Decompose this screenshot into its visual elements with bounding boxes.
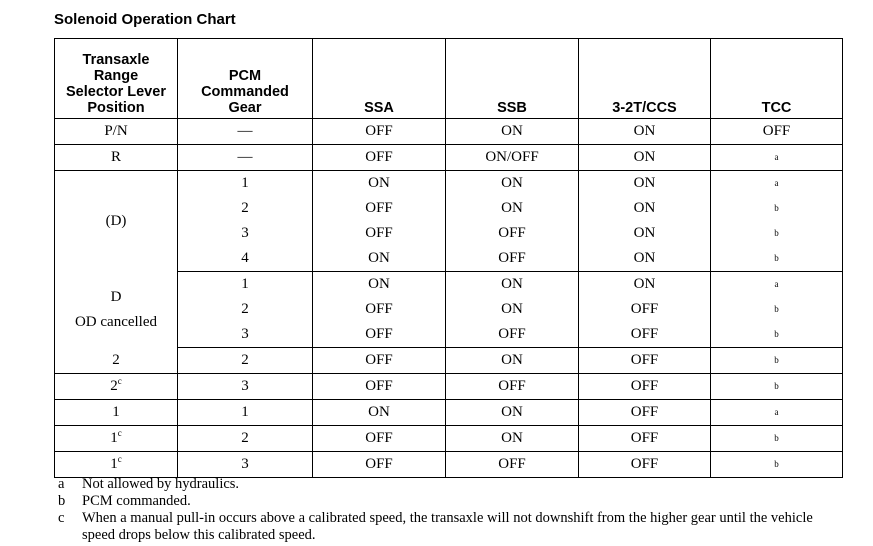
position-cell: D OD cancelled: [55, 272, 178, 348]
gear-cell: 3: [178, 322, 313, 348]
table-row: [55, 145, 843, 171]
ssb-cell: ON/OFF: [446, 145, 579, 171]
ssb-cell: ON: [446, 400, 579, 426]
table-row: [55, 171, 843, 197]
position-cell: 1$^c$: [55, 426, 178, 452]
chart-title: Solenoid Operation Chart: [54, 11, 236, 28]
ccs-cell: OFF: [579, 322, 711, 348]
ssa-cell: OFF: [313, 322, 446, 348]
ssb-cell: ON: [446, 171, 579, 197]
ccs-cell: ON: [579, 246, 711, 272]
position-cell: 1$^c$: [55, 452, 178, 478]
table-row: [55, 426, 843, 452]
footnote-text: Not allowed by hydraulics.: [82, 476, 240, 492]
table-row: [55, 348, 843, 374]
gear-cell: 2: [178, 297, 313, 322]
footnote-marker: c: [117, 376, 122, 386]
tcc-cell: b: [711, 322, 843, 348]
position-cell: 2$^c$: [55, 374, 178, 400]
ssb-cell: ON: [446, 297, 579, 322]
gear-cell: 3: [178, 374, 313, 400]
ccs-cell: ON: [579, 119, 711, 145]
ccs-cell: OFF: [579, 297, 711, 322]
header-ssa: SSA: [313, 39, 446, 119]
ccs-cell: ON: [579, 196, 711, 221]
ssa-cell: OFF: [313, 452, 446, 478]
ssa-cell: ON: [313, 246, 446, 272]
ssa-cell: OFF: [313, 348, 446, 374]
ccs-cell: ON: [579, 145, 711, 171]
tcc-cell: b: [711, 426, 843, 452]
ssa-cell: OFF: [313, 196, 446, 221]
gear-cell: 2: [178, 426, 313, 452]
ssa-cell: ON: [313, 171, 446, 197]
footnote: [58, 493, 838, 510]
gear-cell: 1: [178, 400, 313, 426]
position-cell: P/N: [55, 119, 178, 145]
table-row: [55, 272, 843, 298]
ccs-cell: OFF: [579, 348, 711, 374]
gear-cell: 1: [178, 272, 313, 298]
ssb-cell: ON: [446, 272, 579, 298]
footnote-text: PCM commanded.: [82, 493, 191, 509]
ssa-cell: OFF: [313, 119, 446, 145]
header-ccs: 3-2T/CCS: [579, 39, 711, 119]
ssa-cell: OFF: [313, 145, 446, 171]
ccs-cell: OFF: [579, 400, 711, 426]
gear-cell: 1: [178, 171, 313, 197]
header-ssb: SSB: [446, 39, 579, 119]
ccs-cell: ON: [579, 171, 711, 197]
ssb-cell: OFF: [446, 221, 579, 246]
table-row: [55, 119, 843, 145]
gear-cell: 4: [178, 246, 313, 272]
footnote-marker: c: [117, 428, 122, 438]
position-cell: 2: [55, 348, 178, 374]
ssb-cell: OFF: [446, 452, 579, 478]
ssa-cell: OFF: [313, 221, 446, 246]
gear-cell: 2: [178, 348, 313, 374]
table-row: [55, 374, 843, 400]
solenoid-table: [54, 38, 843, 478]
footnotes: [58, 476, 838, 544]
ssb-cell: ON: [446, 348, 579, 374]
position-cell: (D): [55, 171, 178, 272]
ssa-cell: ON: [313, 400, 446, 426]
footnote: [58, 476, 838, 493]
tcc-cell: b: [711, 374, 843, 400]
table-row: [55, 400, 843, 426]
ccs-cell: ON: [579, 272, 711, 298]
position-cell: R: [55, 145, 178, 171]
ssb-cell: ON: [446, 119, 579, 145]
ccs-cell: OFF: [579, 426, 711, 452]
footnote-marker: c: [117, 454, 122, 464]
ssa-cell: OFF: [313, 297, 446, 322]
tcc-cell: OFF: [711, 119, 843, 145]
ccs-cell: ON: [579, 221, 711, 246]
header-row: [55, 39, 843, 119]
header-gear: PCM Commanded Gear: [178, 39, 313, 119]
ssa-cell: OFF: [313, 374, 446, 400]
ssb-cell: ON: [446, 426, 579, 452]
gear-cell: —: [178, 119, 313, 145]
ccs-cell: OFF: [579, 374, 711, 400]
header-tcc: TCC: [711, 39, 843, 119]
ccs-cell: OFF: [579, 452, 711, 478]
tcc-cell: b: [711, 246, 843, 272]
tcc-cell: b: [711, 348, 843, 374]
ssb-cell: OFF: [446, 322, 579, 348]
ssb-cell: OFF: [446, 374, 579, 400]
tcc-cell: a: [711, 171, 843, 197]
footnote-key: b: [58, 493, 66, 509]
gear-cell: —: [178, 145, 313, 171]
table-row: [55, 452, 843, 478]
gear-cell: 3: [178, 221, 313, 246]
position-cell: 1: [55, 400, 178, 426]
footnote-text: When a manual pull-in occurs above a calibrated speed, the transaxle will not downshift from the higher gear until the vehicle speed drops below this calibrated speed.: [82, 510, 813, 543]
gear-cell: 2: [178, 196, 313, 221]
tcc-cell: b: [711, 221, 843, 246]
tcc-cell: b: [711, 452, 843, 478]
footnote-key: a: [58, 476, 65, 492]
tcc-cell: b: [711, 297, 843, 322]
tcc-cell: a: [711, 145, 843, 171]
ssb-cell: OFF: [446, 246, 579, 272]
tcc-cell: a: [711, 400, 843, 426]
header-position: Transaxle Range Selector Lever Position: [55, 39, 178, 119]
tcc-cell: a: [711, 272, 843, 298]
footnote: [58, 510, 838, 544]
footnote-key: c: [58, 510, 65, 526]
ssb-cell: ON: [446, 196, 579, 221]
ssa-cell: ON: [313, 272, 446, 298]
tcc-cell: b: [711, 196, 843, 221]
gear-cell: 3: [178, 452, 313, 478]
ssa-cell: OFF: [313, 426, 446, 452]
